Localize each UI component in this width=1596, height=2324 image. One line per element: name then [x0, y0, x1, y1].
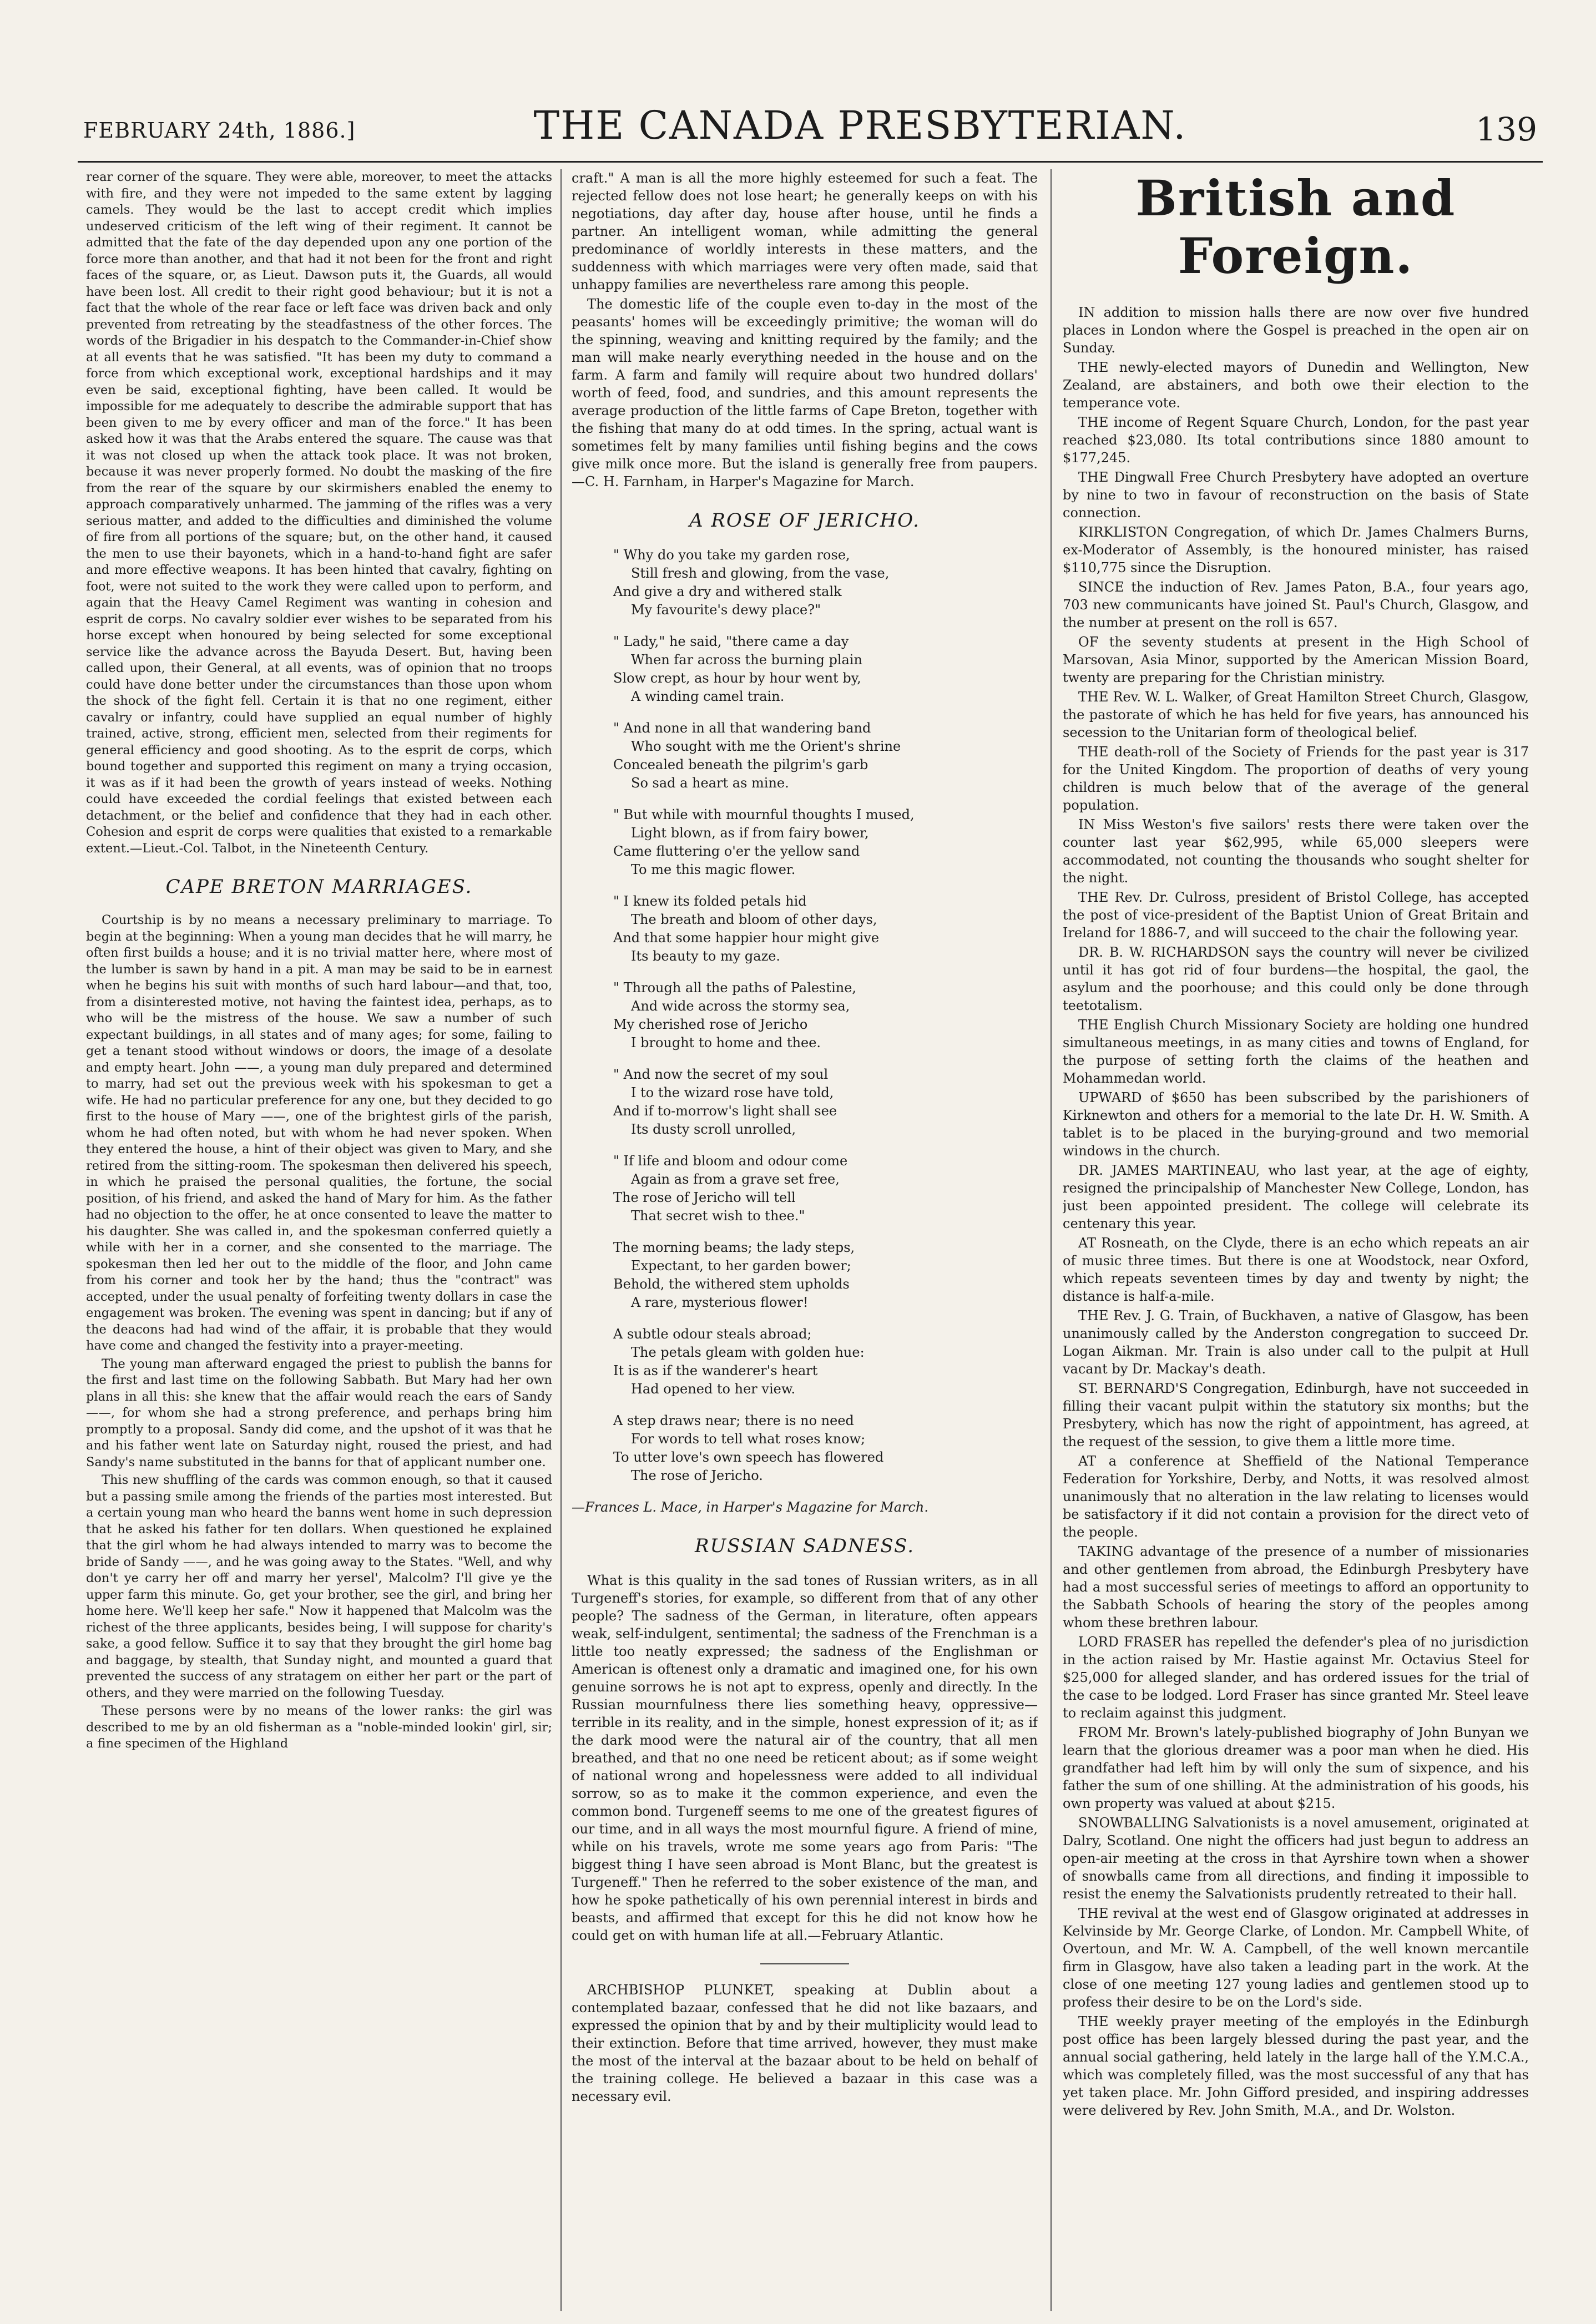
news-item: UPWARD of $650 has been subscribed by the parishioners of Kirknewton and others for a memorial to the late Dr. H. W. Smith. A tablet is to be placed in the burying-ground and two memorial windows in the church.: [1063, 1090, 1529, 1159]
poem-line: " And none in all that wandering band: [613, 720, 871, 736]
masthead: [83, 103, 1537, 164]
news-item: OF the seventy students at present in the High School of Marsovan, Asia Minor, supported by the American Mission Board, twenty are preparing for the Christian ministry.: [1063, 634, 1529, 685]
news-item: SINCE the induction of Rev. James Paton, B.A., four years ago, 703 new communicants have joined St. Paul's Church, Glasgow, and the number at present on the roll is 657.: [1063, 579, 1529, 630]
poem-line: " Lady," he said, "there came a day: [613, 634, 849, 649]
poem-stanza: [613, 1065, 1038, 1139]
article-paragraph: What is this quality in the sad tones of Russian writers, as in all Turgeneff's stories, for example, so different from that of any other people? The sadness of the German, in literature, often appears weak, self-indulgent, sentimental; the sadness of the Frenchman is a little too neatly expressed; the sadness of the Englishman or American is oftenest only a dramatic and imagined one, for his own genuine sorrows he is not apt to express, openly and directly. In the Russian mournfulness there lies something heavy, oppressive—terrible in its reality, and in the simple, honest expression of it; as if the dark mood were the natural air of the country, that all men breathed, and that no one need be reticent about; as if some weight of national wrong and hopelessness were added to all individual sorrow, so as to make it the common experience, and even the common bond. Turgeneff seems to me one of the greatest figures of our time, and in all ways the most mournful figure. A friend of mine, while on his travels, wrote me some years ago from Paris: "The biggest thing I have seen abroad is Mont Blanc, but the greatest is Turgeneff." Then he referred to the sober existence of the man, and how he spoke pathetically of his own perennial interest in birds and beasts, and affirmed that except for this he did not know how he could get on with human life at all.—February Atlantic.: [572, 1573, 1038, 1943]
poem-line: The morning beams; the lady steps,: [613, 1240, 855, 1255]
news-item: FROM Mr. Brown's lately-published biography of John Bunyan we learn that the glorious dreamer was a poor man when he died. His grandfather had left him by will only the sum of sixpence, and his father the sum of one shilling. At the administration of his goods, his own property was valued at about $215.: [1063, 1725, 1529, 1811]
news-item: ST. BERNARD'S Congregation, Edinburgh, have not succeeded in filling their vacant pulpit within the statutory six months; but the Presbytery, which has now the right of appointment, has agreed, at the request of the session, to give them a little more time.: [1063, 1381, 1529, 1449]
poem-line: A winding camel train.: [631, 689, 785, 704]
poem-line: I brought to home and thee.: [631, 1035, 821, 1050]
poem-stanza: [613, 546, 1038, 619]
poem-line: " But while with mournful thoughts I mused,: [613, 807, 915, 822]
poem-line: The breath and bloom of other days,: [631, 912, 877, 927]
poem-stanza: [613, 806, 1038, 879]
article-paragraph: These persons were by no means of the lower ranks: the girl was described to me by an old fisherman as a "noble-minded lookin' girl, sir; a fine specimen of the Highland: [86, 1704, 552, 1751]
poem-stanza: [613, 1325, 1038, 1398]
poem-line: The rose of Jericho.: [631, 1468, 763, 1483]
poem-stanza: [613, 633, 1038, 706]
article-paragraph: ARCHBISHOP PLUNKET, speaking at Dublin about a contemplated bazaar, confessed that he did not like bazaars, and expressed the opinion that by and by their multiplicity would lead to their extinction. Before that time arrived, however, they must make the most of the interval at the bazaar about to be held on behalf of the training college. He believed a bazaar in this case was a necessary evil.: [572, 1982, 1038, 2104]
publication-title: THE CANADA PRESBYTERIAN.: [533, 103, 1187, 148]
poem-line: When far across the burning plain: [631, 652, 862, 668]
poem-line: Concealed beneath the pilgrim's garb: [613, 757, 868, 772]
article-paragraph: rear corner of the square. They were able, moreover, to meet the attacks with fire, and they were not impeded to the same extent by lagging camels. They would be the last to accept credit which implies undeserved criticism of the left wing of their regiment. It cannot be admitted that the fate of the day depended upon any one portion of the force more than another, and that had it not been for the front and right faces of the square, or, as Lieut. Dawson puts it, the Guards, all would have been lost. All credit to their right good behaviour; but it is not a fact that the whole of the rear face or left face was driven back and only prevented from retreating by the steadfastness of the other forces. The words of the Brigadier in his despatch to the Commander-in-Chief show at all events that he was satisfied. "It has been my duty to command a force from which exceptional work, exceptional hardships and it may even be said, exceptional fighting, have been called. It would be impossible for me adequately to describe the admirable support that has been given to me by every officer and man of the force." It has been asked how it was that the Arabs entered the square. The cause was that it was not closed up when the attack took place. It was not broken, because it was never properly formed. No doubt the masking of the fire from the rear of the square by our skirmishers enabled the enemy to approach comparatively unharmed. The jamming of the rifles was a very serious matter, and added to the difficulties and diminished the volume of fire from all portions of the square; but, on the other hand, it caused the men to use their bayonets, which in a hand-to-hand fight are safer and more effective weapons. It has been hinted that cavalry, fighting on foot, were not suited to the work they were called upon to perform, and again that the Heavy Camel Regiment was wanting in cohesion and esprit de corps. No cavalry soldier ever wishes to be separated from his horse except when honoured by being selected for some exceptional service like the advance across the Bayuda Desert. But, having been called upon, their General, at all events, was of opinion that no troops could have done better under the circumstances than those upon whom the shock of the fight fell. Certain it is that no one regiment, either cavalry or infantry, could have supplied an equal number of highly trained, active, strong, efficient men, selected from their regiments for general efficiency and good shooting. As to the esprit de corps, which bound together and supported this regiment on many a trying occasion, it was as if it had been the growth of years instead of weeks. Nothing could have exceeded the cordial feelings that existed between each detachment, or the belief and confidence that they had in each other. Cohesion and esprit de corps were qualities that existed to a remarkable extent.—Lieut.-Col. Talbot, in the Nineteenth Century.: [86, 170, 552, 856]
poem-line: I to the wizard rose have told,: [631, 1085, 834, 1100]
news-item: THE newly-elected mayors of Dunedin and Wellington, New Zealand, are abstainers, and both owe their election to the temperance vote.: [1063, 360, 1529, 411]
poem-line: " And now the secret of my soul: [613, 1067, 829, 1082]
poem-line: Who sought with me the Orient's shrine: [631, 739, 901, 754]
article-paragraph: The young man afterward engaged the priest to publish the banns for the first and last time on the following Sabbath. But Mary had her own plans in all this: she knew that the affair would reach the ears of Sandy ——, for whom she had a strong preference, and perhaps bring him promptly to a proposal. Sandy did come, and the upshot of it was that he and his father went late on Saturday night, roused the priest, and had Sandy's name substituted in the banns for that of applicant number one.: [86, 1356, 552, 1469]
masthead-rule: [78, 161, 1543, 163]
poem-line: Had opened to her view.: [631, 1381, 796, 1397]
poem-line: " Why do you take my garden rose,: [613, 547, 850, 563]
left-margin-bleed: [0, 94, 22, 1038]
poem-line: " If life and bloom and odour come: [613, 1153, 848, 1169]
poem-stanza: [613, 979, 1038, 1052]
poem-line: A subtle odour steals abroad;: [613, 1326, 812, 1342]
poem-line: And if to-morrow's light shall see: [613, 1103, 837, 1119]
poem-line: Light blown, as if from fairy bower,: [631, 825, 869, 841]
news-item: THE death-roll of the Society of Friends for the past year is 317 for the United Kingdom. The proportion of deaths of very young children is much below that of the average of the general population.: [1063, 744, 1529, 813]
poem-line: For words to tell what roses know;: [631, 1431, 866, 1447]
poem: [613, 546, 1038, 1485]
poem-stanza: [613, 1412, 1038, 1485]
poem-line: The petals gleam with golden hue:: [631, 1345, 865, 1360]
poem-line: " Through all the paths of Palestine,: [613, 980, 857, 996]
news-item: KIRKLISTON Congregation, of which Dr. James Chalmers Burns, ex-Moderator of Assembly, is the honoured minister, has raised $110,775 since the Disruption.: [1063, 524, 1529, 575]
section-divider: [760, 1963, 849, 1964]
poem-line: A step draws near; there is no need: [613, 1413, 854, 1428]
poem-line: Its beauty to my gaze.: [631, 948, 781, 964]
news-item: THE Rev. J. G. Train, of Buckhaven, a native of Glasgow, has been unanimously called by the Anderston congregation to succeed Dr. Logan Aikman. Mr. Train is also under call to the pulpit at Hull vacant by Dr. Mackay's death.: [1063, 1308, 1529, 1377]
page-number: 139: [1476, 110, 1537, 148]
news-item: THE income of Regent Square Church, London, for the past year reached $23,080. Its total contributions since 1880 amount to $177,245.: [1063, 415, 1529, 466]
poem-line: My favourite's dewy place?": [631, 602, 821, 618]
poem-line: A rare, mysterious flower!: [631, 1295, 809, 1310]
poem-line: So sad a heart as mine.: [631, 775, 789, 791]
poem-line: To utter love's own speech has flowered: [613, 1449, 884, 1465]
poem-stanza: [613, 892, 1038, 966]
poem-line: Slow crept, as hour by hour went by,: [613, 670, 861, 686]
poem-stanza: [613, 1239, 1038, 1312]
poem-line: Expectant, to her garden bower;: [631, 1258, 851, 1274]
news-item: AT Rosneath, on the Clyde, there is an echo which repeats an air of music three times. But there is one at Woodstock, near Oxford, which repeats seventeen times by day and twenty by night; the distance is half-a-mile.: [1063, 1235, 1529, 1304]
news-item: TAKING advantage of the presence of a number of missionaries and other gentlemen from abroad, the Edinburgh Presbytery have had a most successful series of meetings to afford an opportunity to the Sabbath Schools of hearing the story of the peoples among whom these brethren labour.: [1063, 1544, 1529, 1630]
news-item: THE weekly prayer meeting of the employés in the Edinburgh post office has been largely blessed during the past year, and the annual social gathering, held lately in the large hall of the Y.M.C.A., which was completely filled, was the most successful of any that has yet taken place. Mr. John Gifford presided, and inspiring addresses were delivered by Rev. John Smith, M.A., and Dr. Wolston.: [1063, 2014, 1529, 2118]
poem-stanza: [613, 1152, 1038, 1225]
issue-date: FEBRUARY 24th, 1886.]: [83, 118, 356, 143]
poem-line: Its dusty scroll unrolled,: [631, 1121, 796, 1137]
column-2: [572, 169, 1038, 2306]
news-item: THE Dingwall Free Church Presbytery have adopted an overture by nine to two in favour of reconstruction on the basis of State connection.: [1063, 469, 1529, 521]
column-1: [86, 169, 552, 2317]
column-3: [1063, 169, 1529, 2306]
poem-line: To me this magic flower.: [631, 862, 796, 877]
news-item: LORD FRASER has repelled the defender's plea of no jurisdiction in the action raised by Mr. Hastie against Mr. Octavius Steel for $25,000 for alleged slander, and has ordered issues for the trial of the case to be lodged. Lord Fraser has since granted Mr. Steel leave to reclaim against this judgment.: [1063, 1634, 1529, 1721]
poem-line: And that some happier hour might give: [613, 930, 880, 946]
news-item: THE Rev. W. L. Walker, of Great Hamilton Street Church, Glasgow, the pastorate of which he has held for five years, has announced his secession to the Unitarian form of theological belief.: [1063, 689, 1529, 740]
news-item: THE revival at the west end of Glasgow originated at addresses in Kelvinside by Mr. George Clarke, of London. Mr. Campbell White, of Overtoun, and Mr. W. A. Campbell, of the well known mercantile firm in Glasgow, have also taken a leading part in the work. At the close of one meeting 127 young ladies and gentlemen stood up to profess their desire to be on the Lord's side.: [1063, 1906, 1529, 2010]
poem-line: And give a dry and withered stalk: [613, 584, 842, 599]
poem-title: A ROSE OF JERICHO.: [689, 509, 920, 532]
column-divider: [560, 169, 562, 2311]
poem-stanza: [613, 719, 1038, 792]
poem-attribution: —Frances L. Mace, in Harper's Magazine for March.: [572, 1499, 928, 1515]
poem-line: Again as from a grave set free,: [631, 1171, 840, 1187]
article-title: RUSSIAN SADNESS.: [694, 1535, 915, 1557]
article-title: CAPE BRETON MARRIAGES.: [165, 876, 473, 898]
column-divider: [1050, 169, 1052, 2311]
news-item: DR. JAMES MARTINEAU, who last year, at the age of eighty, resigned the principalship of Manchester New College, London, has just been appointed president. The college will celebrate its centenary this year.: [1063, 1163, 1529, 1231]
poem-line: Still fresh and glowing, from the vase,: [631, 565, 890, 581]
news-item: DR. B. W. RICHARDSON says the country will never be civilized until it has got rid of four burdens—the hospital, the gaol, the asylum and the poorhouse; and this could only be done through teetotalism.: [1063, 944, 1529, 1013]
news-item: THE English Church Missionary Society are holding one hundred simultaneous meetings, in as many cities and towns of England, for the purpose of setting forth the claims of the heathen and Mohammedan world.: [1063, 1017, 1529, 1086]
article-paragraph: This new shuffling of the cards was common enough, so that it caused but a passing smile among the friends of the parties most interested. But a certain young man who heard the banns went home in such depression that he asked his father for ten dollars. When questioned he explained that the girl whom he had always intended to marry was to become the bride of Sandy ——, and he was going away to the States. "Well, and why don't ye carry her off and marry her yersel', Malcolm? I'll give ye the upper farm this minute. Go, get your brother, see the girl, and bring her home here. We'll keep her safe." Now it happened that Malcolm was the richest of the three applicants, besides being, I will suppose for charity's sake, a good fellow. Suffice it to say that they brought the girl home bag and baggage, by stealth, that Sunday night, and mounted a guard that prevented the success of any stratagem on either her part or the part of others, and they were married on the following Tuesday.: [86, 1473, 552, 1700]
poem-line: That secret wish to thee.": [631, 1208, 805, 1224]
section-heading: British and Foreign.: [1135, 169, 1456, 285]
poem-line: My cherished rose of Jericho: [613, 1017, 808, 1032]
news-item: THE Rev. Dr. Culross, president of Bristol College, has accepted the post of vice-president of the Baptist Union of Great Britain and Ireland for 1886-7, and will succeed to the chair the following year.: [1063, 890, 1529, 941]
article-paragraph: Courtship is by no means a necessary preliminary to marriage. To begin at the beginning: When a young man decides that he will marry, he often first builds a house; and it is no trivial matter here, where most of the lumber is sawn by hand in a pit. A man may be said to be in earnest when he begins his suit with months of such hard labour—and that, too, from a disinterested motive, not having the faintest idea, perhaps, as to who will be the mistress of the house. We saw a number of such expectant buildings, in all states and of many ages; for some, failing to get a tenant stood without windows or doors, the image of a desolate and empty heart. John ——, a young man duly prepared and determined to marry, had set out the previous week with his spokesman to get a wife. He had no particular preference for any one, but they decided to go first to the house of Mary ——, one of the brightest girls of the parish, whom he had often noted, but with whom he had never spoken. When they entered the house, a hint of their object was given to Mary, and she retired from the sitting-room. The spokesman then delivered his speech, in which he praised the personal qualities, the fortune, the social position, of his friend, and asked the hand of Mary for him. As the father had no objection to the offer, he at once consented to leave the matter to his daughter. She was called in, and the spokesman conferred quietly a while with her in a corner, and she consented to the marriage. The spokesman then led her out to the middle of the floor, and John came from his corner and took her by the hand; thus the "contract" was accepted, under the usual penalty of forfeiting twenty dollars in case the engagement was broken. The evening was spent in dancing; but if any of the deacons had had wind of the affair, it is probable that they would have come and changed the festivity into a prayer-meeting.: [86, 913, 552, 1353]
news-item: IN addition to mission halls there are now over five hundred places in London where the Gospel is preached in the open air on Sunday.: [1063, 305, 1529, 356]
poem-line: The rose of Jericho will tell: [613, 1190, 796, 1205]
poem-line: Behold, the withered stem upholds: [613, 1276, 850, 1292]
poem-line: Came fluttering o'er the yellow sand: [613, 843, 860, 859]
news-item: SNOWBALLING Salvationists is a novel amusement, originated at Dalry, Scotland. One night the officers had just begun to address an open-air meeting at the cross in that Ayrshire town when a shower of snowballs came from all directions, and finding it impossible to resist the enemy the Salvationists prudently retreated to their hall.: [1063, 1815, 1529, 1902]
article-paragraph: craft." A man is all the more highly esteemed for such a feat. The rejected fellow does not lose heart; he generally keeps on with his negotiations, day after day, house after house, until he finds a partner. An intelligent woman, while admitting the general predominance of worldly interests in these matters, and the suddenness with which marriages were very often made, said that unhappy families are nevertheless rare among this people.: [572, 170, 1038, 292]
article-paragraph: The domestic life of the couple even to-day in the most of the peasants' homes will be exceedingly primitive; the woman will do the spinning, weaving and knitting required by the family; and the man will make nearly everything needed in the house and on the farm. A farm and family will require about two hundred dollars' worth of feed, food, and sundries, and this amount represents the average production of the little farms of Cape Breton, together with the fishing that many do at odd times. In the spring, actual want is sometimes felt by many families until fishing begins and the cows give milk once more. But the island is generally free from paupers.—C. H. Farnham, in Harper's Magazine for March.: [572, 296, 1038, 489]
news-item: AT a conference at Sheffield of the National Temperance Federation for Yorkshire, Derby, and Notts, it was resolved almost unanimously that no alteration in the law relating to licenses would be satisfactory if it did not contain a provision for the direct veto of the people.: [1063, 1453, 1529, 1540]
poem-line: And wide across the stormy sea,: [631, 998, 850, 1014]
poem-line: " I knew its folded petals hid: [613, 893, 807, 909]
news-item: IN Miss Weston's five sailors' rests there were taken over the counter last year $62,995, while 65,000 sleepers were accommodated, not counting the thousands who sought shelter for the night.: [1063, 817, 1529, 886]
poem-line: It is as if the wanderer's heart: [613, 1363, 818, 1378]
